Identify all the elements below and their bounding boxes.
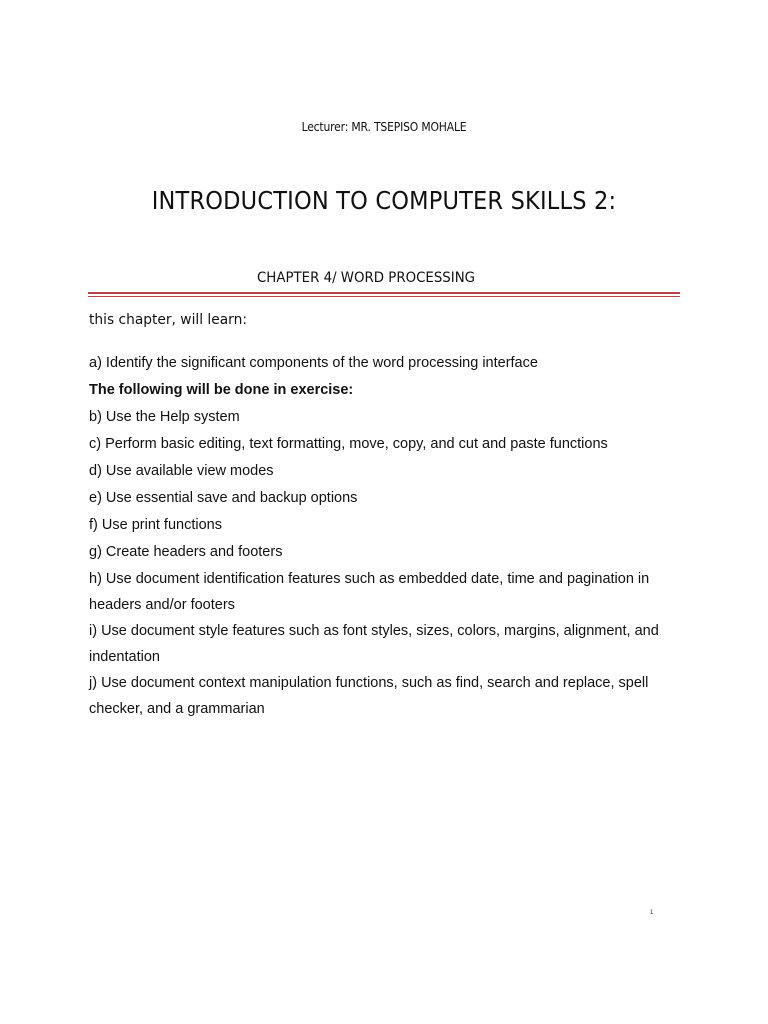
heading-rule-bottom [88,296,680,297]
objectives-list [89,350,689,722]
page-number: 1 [650,910,654,916]
intro-heading: this chapter, will learn: [89,312,247,328]
page-title: INTRODUCTION TO COMPUTER SKILLS 2: [151,186,617,215]
list-item: i) Use document style features such as font styles, sizes, colors, margins, alignment, and indentation [89,623,659,665]
list-item: h) Use document identification features such as embedded date, time and pagination in headers and/or footers [89,571,650,613]
list-item: a) Identify the significant components of the word processing interface [89,355,538,371]
heading-rule-top [88,292,680,294]
list-item: b) Use the Help system [89,409,240,425]
list-item: d) Use available view modes [89,463,274,479]
chapter-heading: CHAPTER 4/ WORD PROCESSING [256,270,476,286]
list-item: c) Perform basic editing, text formatting, move, copy, and cut and paste functions [89,436,608,452]
exercise-subheading: The following will be done in exercise: [89,382,354,398]
list-item: j) Use document context manipulation functions, such as find, search and replace, spell checker, and a grammarian [89,675,649,717]
lecturer-line: Lecturer: MR. TSEPISO MOHALE [301,120,467,134]
list-item: f) Use print functions [89,517,222,533]
list-item: e) Use essential save and backup options [89,490,358,506]
list-item: g) Create headers and footers [89,544,283,560]
